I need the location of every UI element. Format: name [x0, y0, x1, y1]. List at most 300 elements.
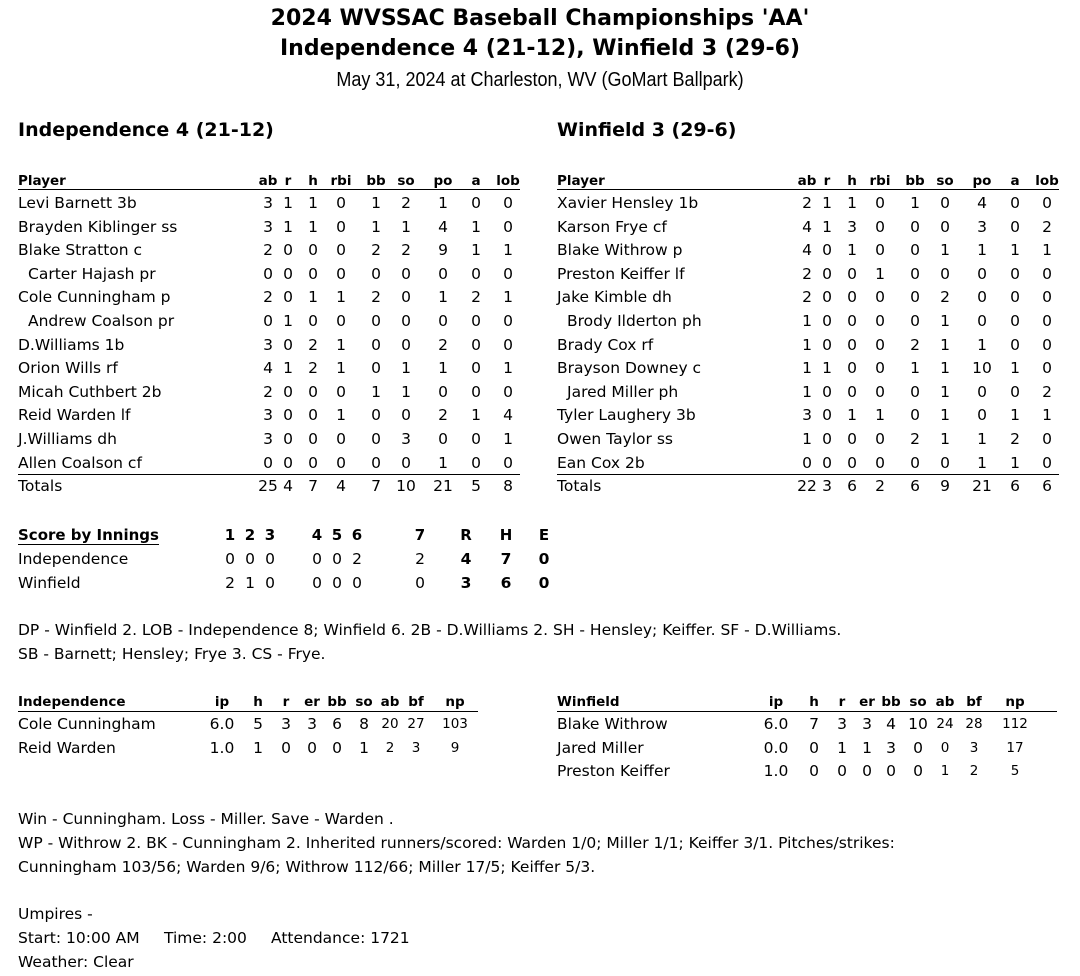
stat-po: 0 [977, 264, 987, 283]
pitching-stat-ab: 24 [936, 716, 954, 732]
player-name: Karson Frye cf [557, 217, 667, 236]
pitching-stat-er: 3 [307, 715, 317, 733]
stat-bb: 2 [910, 335, 920, 354]
pitching-stat-so: 8 [359, 715, 369, 733]
stat-bb: 0 [910, 217, 920, 236]
stat-so: 0 [940, 453, 950, 472]
pitching-stat-bb: 3 [886, 738, 896, 757]
start-time: Start: 10:00 AM [18, 929, 140, 947]
inning-header-7: 7 [414, 526, 426, 544]
stat-r: 0 [822, 453, 832, 472]
column-header-ab: ab [797, 173, 817, 189]
column-header-bb: bb [366, 173, 386, 189]
total-H: 6 [500, 573, 512, 592]
game-notes-line-1: DP - Winfield 2. LOB - Independence 8; Winfield 6. 2B - D.Williams 2. SH - Hensley; Keiffer. SF - D.Williams. [18, 621, 842, 639]
stat-h: 0 [847, 312, 857, 330]
inning-header-1: 1 [224, 526, 236, 544]
stat-so: 2 [940, 288, 950, 307]
stat-bb: 0 [371, 264, 381, 283]
player-name: Preston Keiffer lf [557, 264, 685, 283]
stat-h: 7 [308, 477, 318, 496]
stat-lob: 1 [503, 288, 513, 307]
stat-a: 0 [471, 382, 481, 401]
pitcher-row [18, 737, 478, 760]
stat-ab: 2 [802, 288, 812, 307]
pitching-header-h: h [809, 694, 819, 710]
inning-6-runs: 0 [352, 573, 362, 592]
stat-bb: 1 [910, 194, 920, 212]
team-name: Winfield [18, 573, 81, 592]
player-name: Reid Warden lf [18, 406, 131, 425]
table-row [18, 357, 520, 380]
stat-so: 1 [940, 430, 950, 448]
stat-h: 1 [847, 406, 857, 425]
player-name: Micah Cuthbert 2b [18, 382, 162, 401]
column-header-r: r [823, 173, 831, 189]
stat-r: 0 [283, 406, 293, 425]
pitching-stat-ab: 20 [381, 716, 399, 732]
game-duration: Time: 2:00 [164, 929, 247, 947]
pitching-header-ab: ab [935, 694, 955, 710]
stat-ab: 0 [263, 264, 273, 283]
stat-lob: 0 [503, 312, 513, 330]
stat-a: 0 [1010, 194, 1020, 212]
pitching-stat-so: 10 [908, 715, 928, 733]
stat-so: 0 [401, 335, 411, 354]
pitching-stat-er: 3 [862, 715, 872, 733]
stat-r: 0 [283, 382, 293, 401]
pitching-stat-bf: 3 [969, 739, 979, 756]
stat-so: 1 [940, 241, 950, 260]
stat-ab: 0 [263, 312, 273, 330]
column-header-r: r [284, 173, 292, 189]
stat-r: 0 [283, 264, 293, 283]
table-row [18, 239, 520, 262]
pitching-team-label: Independence [18, 693, 478, 712]
stat-ab: 0 [263, 453, 273, 472]
stat-a: 0 [1010, 312, 1020, 330]
stat-h: 0 [847, 430, 857, 448]
stat-po: 1 [438, 453, 448, 472]
stat-a: 2 [471, 288, 481, 307]
stat-h: 0 [308, 453, 318, 472]
stat-so: 9 [940, 477, 950, 496]
player-name: Blake Withrow p [557, 241, 683, 260]
team-name: Independence [18, 550, 129, 568]
table-row [18, 263, 520, 286]
stat-bb: 0 [910, 241, 920, 260]
pitching-stat-h: 5 [253, 715, 263, 733]
stat-so: 3 [401, 430, 411, 448]
stat-bb: 2 [371, 288, 381, 307]
stat-h: 1 [308, 288, 318, 307]
pitching-header-ab: ab [380, 694, 400, 710]
column-header-a: a [1010, 173, 1020, 189]
stat-bb: 1 [371, 217, 381, 236]
stat-r: 0 [822, 382, 832, 401]
stat-lob: 6 [1042, 477, 1052, 496]
stat-r: 1 [822, 217, 832, 236]
stat-lob: 1 [1042, 406, 1052, 425]
stat-so: 0 [401, 312, 411, 330]
stat-rbi: 0 [875, 382, 885, 401]
stat-rbi: 0 [875, 241, 885, 260]
stat-po: 4 [438, 217, 448, 236]
stat-r: 0 [283, 430, 293, 448]
stat-bb: 6 [910, 477, 920, 496]
stat-h: 1 [308, 194, 318, 212]
pitching-stat-r: 3 [281, 715, 291, 733]
pitching-stat-r: 0 [281, 738, 291, 757]
pitching-stat-bb: 0 [332, 738, 342, 757]
stat-a: 0 [471, 430, 481, 448]
stat-po: 2 [438, 406, 448, 425]
stat-r: 0 [822, 430, 832, 448]
stat-bb: 1 [910, 359, 920, 378]
header-divider [557, 189, 1059, 190]
inning-header-H: H [499, 526, 513, 544]
stat-r: 0 [822, 241, 832, 260]
table-row [557, 404, 1059, 427]
stat-ab: 3 [263, 194, 273, 212]
stat-a: 1 [1010, 359, 1020, 378]
pitching-header-er: er [859, 694, 875, 710]
stat-h: 2 [308, 359, 318, 378]
stat-a: 1 [1010, 453, 1020, 472]
pitching-header-bf: bf [408, 694, 424, 710]
stat-r: 0 [283, 241, 293, 260]
stat-ab: 3 [263, 217, 273, 236]
stat-h: 0 [847, 335, 857, 354]
stat-r: 1 [283, 359, 293, 378]
score-by-innings-table [18, 526, 578, 596]
away-team-title: Winfield 3 (29-6) [557, 119, 737, 141]
stat-bb: 0 [371, 430, 381, 448]
player-name: Brody Ilderton ph [567, 312, 702, 330]
inning-2-runs: 0 [245, 550, 255, 568]
stat-rbi: 0 [875, 335, 885, 354]
stat-po: 0 [977, 382, 987, 401]
game-date-location: May 31, 2024 at Charleston, WV (GoMart Ballpark) [336, 69, 744, 91]
stat-r: 1 [283, 194, 293, 212]
stat-so: 0 [401, 406, 411, 425]
pitching-header-np: np [445, 694, 465, 710]
stat-rbi: 0 [875, 194, 885, 212]
table-row [557, 192, 1059, 215]
inning-1-runs: 2 [225, 573, 235, 592]
player-name: Owen Taylor ss [557, 430, 673, 448]
stat-h: 0 [308, 264, 318, 283]
totals-label: Totals [18, 477, 63, 496]
stat-a: 0 [1010, 382, 1020, 401]
player-name: Orion Wills rf [18, 359, 118, 378]
stat-a: 0 [471, 335, 481, 354]
stat-h: 0 [847, 382, 857, 401]
pitching-stat-ab: 2 [385, 739, 395, 756]
stat-po: 3 [977, 217, 987, 236]
stat-lob: 0 [503, 335, 513, 354]
inning-4-runs: 0 [312, 550, 322, 568]
table-row [18, 428, 520, 451]
stat-ab: 25 [258, 477, 278, 496]
totals-row [18, 475, 520, 498]
stat-rbi: 0 [875, 430, 885, 448]
stat-a: 0 [471, 264, 481, 283]
table-row [557, 239, 1059, 262]
stat-so: 0 [940, 264, 950, 283]
stat-lob: 0 [1042, 335, 1052, 354]
player-name: Allen Coalson cf [18, 453, 142, 472]
stat-rbi: 0 [336, 264, 346, 283]
stat-po: 2 [438, 335, 448, 354]
player-name: Carter Hajash pr [28, 264, 156, 283]
pitching-stat-bb: 0 [886, 762, 896, 781]
table-row [18, 310, 520, 333]
stat-so: 2 [401, 194, 411, 212]
stat-so: 0 [401, 288, 411, 307]
pitching-stat-np: 17 [1006, 739, 1024, 756]
stat-lob: 0 [1042, 430, 1052, 448]
stat-lob: 8 [503, 477, 513, 496]
stat-h: 0 [308, 430, 318, 448]
table-row [557, 263, 1059, 286]
stat-ab: 1 [802, 335, 812, 354]
stat-a: 0 [1010, 335, 1020, 354]
inning-header-3: 3 [264, 526, 276, 544]
stat-rbi: 0 [336, 382, 346, 401]
stat-rbi: 0 [336, 217, 346, 236]
stat-so: 0 [401, 264, 411, 283]
stat-rbi: 0 [875, 453, 885, 472]
stat-a: 0 [471, 453, 481, 472]
stat-po: 9 [438, 241, 448, 260]
totals-label: Totals [557, 477, 602, 496]
pitching-header-bf: bf [966, 694, 982, 710]
stat-lob: 0 [503, 453, 513, 472]
stat-r: 1 [822, 194, 832, 212]
stat-a: 0 [471, 359, 481, 378]
pitcher-name: Cole Cunningham [18, 715, 156, 733]
pitching-team-label: Winfield [557, 693, 1057, 712]
pitching-header-ip: ip [214, 694, 230, 710]
decisions-line: Win - Cunningham. Loss - Miller. Save - Warden . [18, 810, 394, 828]
inning-header-R: R [460, 526, 472, 544]
pitching-stat-h: 0 [809, 762, 819, 781]
away-pitching-table [557, 693, 1057, 793]
pitching-header-so: so [909, 694, 927, 710]
pitching-stat-ip: 6.0 [209, 715, 235, 733]
inning-header-4: 4 [311, 526, 323, 544]
pitching-header-bb: bb [881, 694, 901, 710]
stat-ab: 1 [802, 382, 812, 401]
total-E: 0 [538, 573, 550, 592]
pitcher-name: Blake Withrow [557, 715, 668, 733]
column-header-bb: bb [905, 173, 925, 189]
stat-so: 1 [940, 335, 950, 354]
stat-rbi: 1 [875, 264, 885, 283]
pitching-stat-bf: 28 [965, 716, 983, 732]
pitching-stat-np: 103 [442, 716, 468, 732]
stat-a: 0 [471, 194, 481, 212]
stat-ab: 1 [802, 312, 812, 330]
inning-header-6: 6 [351, 526, 363, 544]
stat-so: 1 [940, 382, 950, 401]
stat-rbi: 0 [875, 217, 885, 236]
stat-r: 1 [822, 359, 832, 378]
stat-a: 1 [471, 406, 481, 425]
stat-so: 10 [396, 477, 416, 496]
stat-h: 0 [308, 241, 318, 260]
stat-po: 1 [977, 241, 987, 260]
stat-rbi: 4 [336, 477, 346, 496]
stat-lob: 0 [1042, 288, 1052, 307]
stat-so: 1 [401, 217, 411, 236]
inning-1-runs: 0 [225, 550, 235, 568]
stat-po: 1 [977, 430, 987, 448]
pitching-stat-np: 9 [450, 739, 460, 756]
total-E: 0 [538, 550, 550, 568]
pitcher-name: Jared Miller [557, 738, 644, 757]
stat-r: 3 [822, 477, 832, 496]
table-row [18, 286, 520, 309]
score-by-innings-label: Score by Innings [18, 526, 159, 544]
table-row [557, 310, 1059, 333]
stat-rbi: 0 [336, 194, 346, 212]
stat-h: 6 [847, 477, 857, 496]
totals-row [557, 475, 1059, 498]
player-name: D.Williams 1b [18, 335, 125, 354]
stat-lob: 1 [503, 359, 513, 378]
player-name: Jared Miller ph [567, 382, 679, 401]
stat-h: 0 [308, 406, 318, 425]
total-R: 4 [460, 550, 472, 568]
stat-bb: 1 [371, 382, 381, 401]
innings-header-row [18, 526, 578, 544]
inning-5-runs: 0 [332, 573, 342, 592]
stat-ab: 2 [802, 194, 812, 212]
player-name: Brayden Kiblinger ss [18, 217, 178, 236]
stat-bb: 0 [910, 264, 920, 283]
pitching-stat-ab: 0 [940, 739, 950, 756]
stat-r: 1 [283, 217, 293, 236]
table-row [557, 452, 1059, 475]
stat-rbi: 1 [336, 359, 346, 378]
stat-lob: 1 [503, 241, 513, 260]
player-name: Levi Barnett 3b [18, 194, 137, 212]
inning-6-runs: 2 [352, 550, 362, 568]
player-column-header: Player [18, 173, 66, 189]
home-pitching-table [18, 693, 478, 773]
stat-h: 0 [847, 264, 857, 283]
stat-h: 0 [847, 359, 857, 378]
pitcher-row [557, 760, 1057, 783]
stat-ab: 2 [263, 288, 273, 307]
stat-bb: 0 [371, 312, 381, 330]
stat-r: 0 [283, 335, 293, 354]
inning-header-5: 5 [331, 526, 343, 544]
stat-ab: 22 [797, 477, 817, 496]
pitching-stat-ab: 1 [940, 763, 950, 780]
stat-po: 10 [972, 359, 992, 378]
column-header-rbi: rbi [869, 173, 891, 189]
stat-ab: 2 [263, 241, 273, 260]
table-row [557, 216, 1059, 239]
pitcher-row [557, 713, 1057, 736]
pitcher-row [557, 737, 1057, 760]
pitching-stat-ip: 6.0 [763, 715, 789, 733]
stat-po: 1 [977, 453, 987, 472]
pitching-stat-ip: 1.0 [209, 738, 235, 757]
table-row [18, 452, 520, 475]
pitching-stat-bb: 6 [332, 715, 342, 733]
stat-so: 1 [940, 312, 950, 330]
column-header-h: h [847, 173, 857, 189]
final-score-line: Independence 4 (21-12), Winfield 3 (29-6) [279, 36, 801, 61]
pitching-stat-so: 1 [359, 738, 369, 757]
column-header-h: h [308, 173, 318, 189]
pitching-header-h: h [253, 694, 263, 710]
stat-bb: 2 [910, 430, 920, 448]
pitching-stat-ip: 0.0 [763, 738, 789, 757]
stat-a: 5 [471, 477, 481, 496]
stat-ab: 3 [263, 406, 273, 425]
pitching-header-so: so [355, 694, 373, 710]
stat-po: 0 [977, 288, 987, 307]
stat-lob: 0 [1042, 359, 1052, 378]
stat-so: 1 [940, 406, 950, 425]
stat-h: 1 [847, 241, 857, 260]
player-name: Andrew Coalson pr [28, 312, 175, 330]
umpires-line: Umpires - [18, 905, 93, 923]
pitcher-name: Reid Warden [18, 738, 116, 757]
pitching-header-r: r [838, 694, 846, 710]
stat-ab: 1 [802, 359, 812, 378]
pitching-stat-er: 0 [862, 762, 872, 781]
stat-a: 6 [1010, 477, 1020, 496]
pitching-stat-r: 1 [837, 738, 847, 757]
stat-bb: 0 [910, 406, 920, 425]
stat-po: 21 [972, 477, 992, 496]
innings-row [18, 548, 578, 571]
pitching-stat-h: 7 [809, 715, 819, 733]
stat-r: 1 [283, 312, 293, 330]
table-row [557, 428, 1059, 451]
stat-h: 2 [308, 335, 318, 354]
stat-h: 0 [308, 312, 318, 330]
stat-po: 0 [977, 406, 987, 425]
stat-rbi: 0 [336, 453, 346, 472]
stat-r: 0 [822, 406, 832, 425]
pitching-stat-er: 0 [307, 738, 317, 757]
home-batting-table [18, 172, 520, 502]
table-row [18, 334, 520, 357]
stat-a: 1 [1010, 406, 1020, 425]
stat-r: 0 [822, 288, 832, 307]
stat-rbi: 1 [875, 406, 885, 425]
away-batting-table [557, 172, 1059, 502]
stat-so: 1 [401, 382, 411, 401]
total-R: 3 [460, 573, 472, 592]
column-header-po: po [433, 173, 453, 189]
stat-lob: 4 [503, 406, 513, 425]
stat-bb: 0 [910, 382, 920, 401]
stat-po: 0 [977, 312, 987, 330]
stat-r: 0 [822, 335, 832, 354]
pitching-stat-np: 5 [1010, 763, 1020, 780]
stat-h: 0 [308, 382, 318, 401]
stat-bb: 2 [371, 241, 381, 260]
stat-po: 0 [438, 312, 448, 330]
